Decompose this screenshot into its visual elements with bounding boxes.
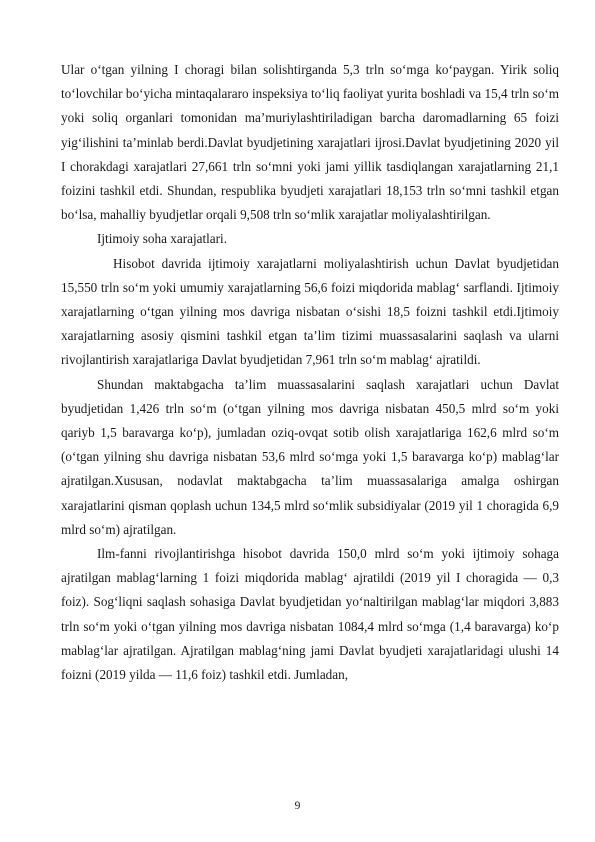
paragraph-2-heading: Ijtimoiy soha xarajatlari. [97,231,228,247]
paragraph-3: Hisobot davrida ijtimoiy xarajatlarni moliyalashtirish uchun Davlat byudjetidan 15,550 trln so‘m yoki umumiy xarajatlarning 56,6 foizi miqdorida mablag‘ sarflandi. Ijtimoiy xarajatlarning o‘tgan yilning mos davriga nisbatan o‘sishi 18,5 foizni tashkil etdi.Ijtimoiy xarajatlarning asosiy qismini tashkil etgan ta’lim tizimi muassasalarini saqlash va ularni rivojlantirish xarajatlariga Davlat byudjetidan 7,961 trln so‘m mablag‘ ajratildi. [61,255,559,368]
paragraph-1: Ular o‘tgan yilning I choragi bilan solishtirganda 5,3 trln so‘mga ko‘paygan. Yirik soliq to‘lovchilar bo‘yicha mintaqalararo inspeksiya to‘liq faoliyat yurita boshladi va 15,4 trln so‘m yoki soliq organlari tomonidan ma’muriylashtiriladigan barcha daromadlarning 65 foizi yig‘ilishini ta’minlab berdi.Davlat byudjetining xarajatlari ijrosi.Davlat byudjetining 2020 yil I chorakdagi xarajatlari 27,661 trln so‘mni yoki jami yillik tasdiqlangan xarajatlarning 21,1 foizini tashkil etdi. Shundan, respublika byudjeti xarajatlari 18,153 trln so‘mni tashkil etgan bo‘lsa, mahalliy byudjetlar orqali 9,508 trln so‘mlik xarajatlar moliyalashtirilgan. [61,62,559,223]
paragraph-4: Shundan maktabgacha ta’lim muassasalarini saqlash xarajatlari uchun Davlat byudjetidan 1,426 trln so‘m (o‘tgan yilning mos davriga nisbatan 450,5 mlrd so‘m yoki qariyb 1,5 baravarga ko‘p), jumladan oziq-ovqat sotib olish xarajatlariga 162,6 mlrd so‘m (o‘tgan yilning shu davriga nisbatan 53,6 mlrd so‘mga yoki 1,5 baravarga ko‘p) mablag‘lar ajratilgan.Xususan, nodavlat maktabgacha ta’lim muassasalariga amalga oshirgan xarajatlarini qisman qoplash uchun 134,5 mlrd so‘mlik subsidiyalar (2019 yil 1 choragida 6,9 mlrd so‘m) ajratilgan. [61,376,559,537]
page-number: 9 [294,800,301,812]
paragraph-5: Ilm-fanni rivojlantirishga hisobot davrida 150,0 mlrd so‘m yoki ijtimoiy sohaga ajratilgan mablag‘larning 1 foizi miqdorida mablag‘ ajratildi (2019 yil I choragida — 0,3 foiz). Sog‘liqni saqlash sohasiga Davlat byudjetidan yo‘naltirilgan mablag‘lar miqdori 3,883 trln so‘m yoki o‘tgan yilning mos davriga nisbatan 1084,4 mlrd so‘mga (1,4 baravarga) ko‘p mablag‘lar ajratilgan. Ajratilgan mablag‘ning jami Davlat byudjeti xarajatlaridagi ulushi 14 foizni (2019 yilda — 11,6 foiz) tashkil etdi. Jumladan, [61,546,559,683]
body-text [61,58,559,687]
